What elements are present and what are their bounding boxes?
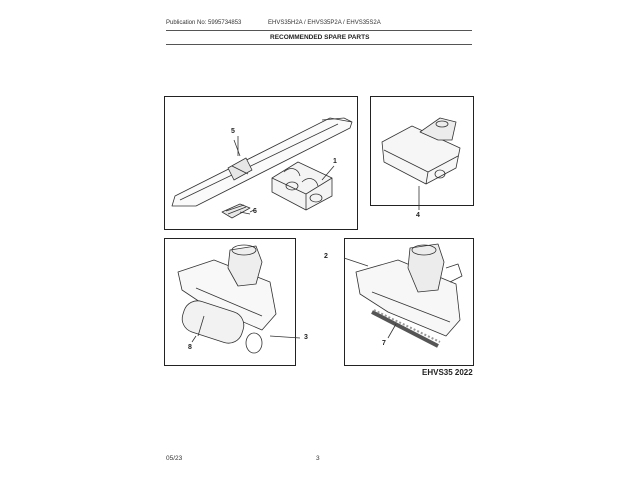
callout-3: 3: [304, 334, 308, 341]
callout-2: 2: [324, 253, 328, 260]
callout-5: 5: [231, 128, 235, 135]
callout-1: 1: [333, 158, 337, 165]
diagram-code: EHVS35 2022: [422, 368, 473, 377]
filter-holder-illustration: [272, 162, 334, 210]
callout-7: 7: [382, 340, 386, 347]
footer-date: 05/23: [166, 455, 183, 462]
brush-pad-illustration: [222, 204, 250, 218]
callout-4: 4: [416, 212, 420, 219]
floor-nozzle-illustration: [178, 245, 300, 353]
model-numbers: EHVS35H2A / EHVS35P2A / EHVS35S2A: [268, 20, 381, 26]
publication-number: Publication No: 5995734853: [166, 20, 242, 26]
powerhead-illustration: [344, 244, 462, 346]
callout-8: 8: [188, 344, 192, 351]
page-title: RECOMMENDED SPARE PARTS: [270, 34, 370, 41]
small-nozzle-illustration: [382, 118, 460, 210]
page-number: 3: [316, 455, 320, 462]
callout-6: 6: [253, 208, 257, 215]
